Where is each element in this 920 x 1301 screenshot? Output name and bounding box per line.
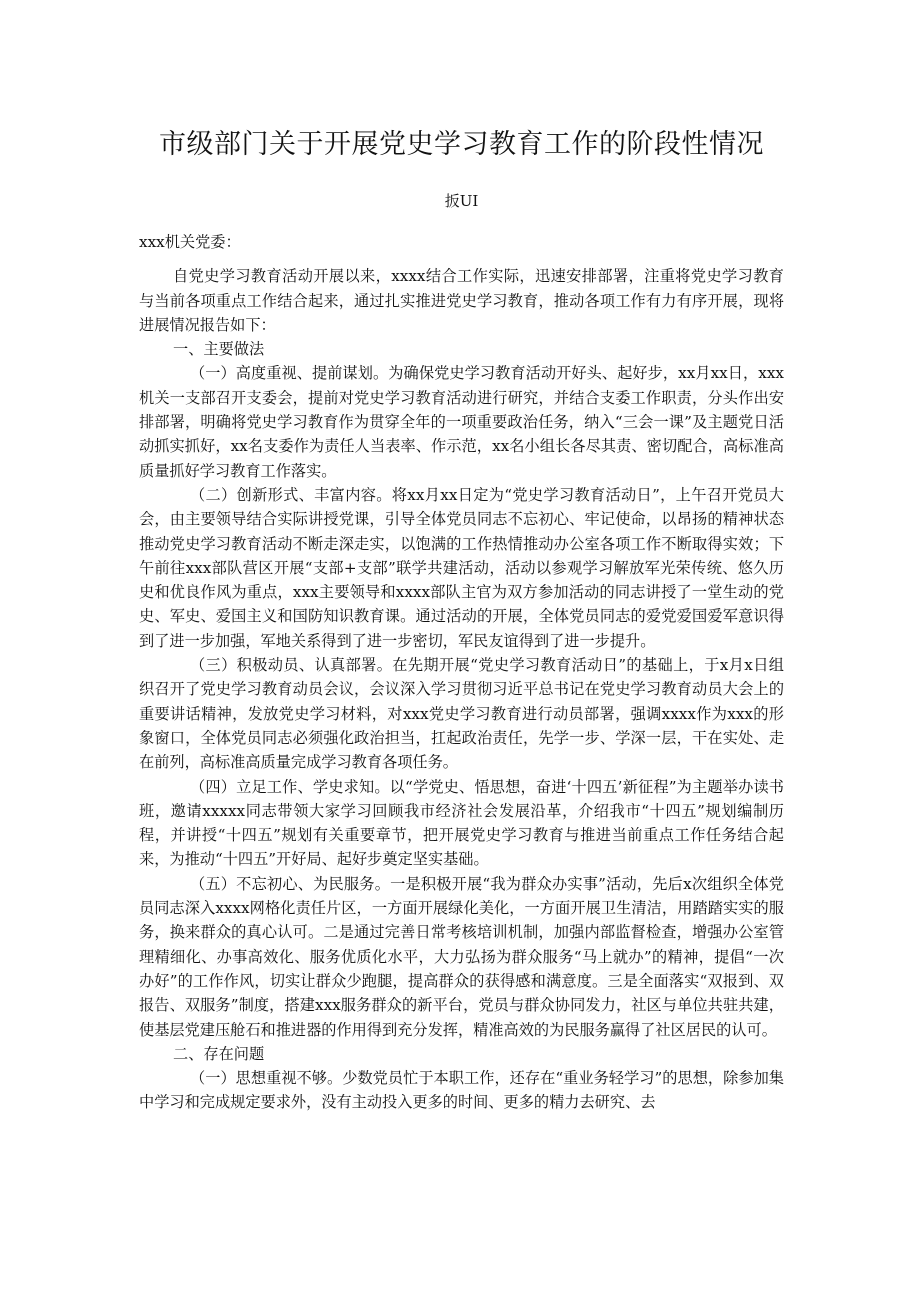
document-title: 市级部门关于开展党史学习教育工作的阶段性情况 [159,129,764,160]
paragraph-problem-1: （一）思想重视不够。少数党员忙于本职工作，还存在“重业务轻学习”的思想，除参加集中学习和完成规定要求外，没有主动投入更多的时间、更多的精力去研究、去 [139,1069,784,1112]
paragraph-item-3: （三）积极动员、认真部署。在先期开展“党史学习教育活动日”的基础上，于x月x日组织召开了党史学习教育动员会议，会议深入学习贯彻习近平总书记在党史学习教育动员大会上的重要讲话精神，发放党史学习材料，对xxx党史学习教育进行动员部署，强调xxxx作为xxx的形象窗口，全体党员同志必须强化政治担当，扛起政治责任，先学一步、学深一层，干在实处、走在前列，高标准高质量完成学习教育各项任务。 [139,656,784,772]
paragraph-item-2: （二）创新形式、丰富内容。将xx月xx日定为“党史学习教育活动日”，上午召开党员大会，由主要领导结合实际讲授党课，引导全体党员同志不忘初心、牢记使命，以昂扬的精神状态推动党史学习教育活动不断走深走实，以饱满的工作热情推动办公室各项工作不断取得实效；下午前往xxx部队营区开展“支部+支部”联学共建活动，活动以参观学习解放军光荣传统、悠久历史和优良作风为重点，xxx主要领导和xxxx部队主官为双方参加活动的同志讲授了一堂生动的党史、军史、爱国主义和国防知识教育课。通过活动的开展，全体党员同志的爱党爱国爱军意识得到了进一步加强，军地关系得到了进一步密切，军民友谊得到了进一步提升。 [139,485,784,650]
section-heading-problems: 二、存在问题 [173,1044,265,1063]
document-body [139,230,784,1115]
document-subtitle: 扳UI [444,192,479,210]
salutation: xxx机关党委： [139,233,241,251]
paragraph-item-5: （五）不忘初心、为民服务。一是积极开展“我为群众办实事”活动，先后x次组织全体党员同志深入xxxx网格化责任片区，一方面开展绿化美化，一方面开展卫生清洁，用踏踏实实的服务，换来群众的真心认可。二是通过完善日常考核培训机制，加强内部监督检查，增强办公室管理精细化、办事高效化、服务优质化水平，大力弘扬为群众服务“马上就办”的精神，提倡“一次办好”的工作作风，切实让群众少跑腿，提高群众的获得感和满意度。三是全面落实“双报到、双报告、双服务”制度，搭建xxx服务群众的新平台，党员与群众协同发力，社区与单位共驻共建，使基层党建压舱石和推进器的作用得到充分发挥，精准高效的为民服务赢得了社区居民的认可。 [139,874,784,1039]
paragraph-item-1: （一）高度重视、提前谋划。为确保党史学习教育活动开好头、起好步，xx月xx日，xxx机关一支部召开支委会，提前对党史学习教育活动进行研究，并结合支委工作职责，分头作出安排部署，明确将党史学习教育作为贯穿全年的一项重要政治任务，纳入“三会一课”及主题党日活动抓实抓好，xx名支委作为责任人当表率、作示范，xx名小组长各尽其责、密切配合，高标准高质量抓好学习教育工作落实。 [139,364,784,480]
section-heading-main-practices: 一、主要做法 [173,340,265,359]
paragraph-intro: 自党史学习教育活动开展以来，xxxx结合工作实际，迅速安排部署，注重将党史学习教育与当前各项重点工作结合起来，通过扎实推进党史学习教育，推动各项工作有力有序开展，现将进展情况报告如下： [139,267,784,334]
document-page [139,0,784,1301]
paragraph-item-4: （四）立足工作、学史求知。以“学党史、悟思想，奋进‘十四五’新征程”为主题举办读书班，邀请xxxxx同志带领大家学习回顾我市经济社会发展沿革，介绍我市“十四五”规划编制历程，并讲授“十四五”规划有关重要章节，把开展党史学习教育与推进当前重点工作任务结合起来，为推动“十四五”开好局、起好步奠定坚实基础。 [139,777,784,869]
